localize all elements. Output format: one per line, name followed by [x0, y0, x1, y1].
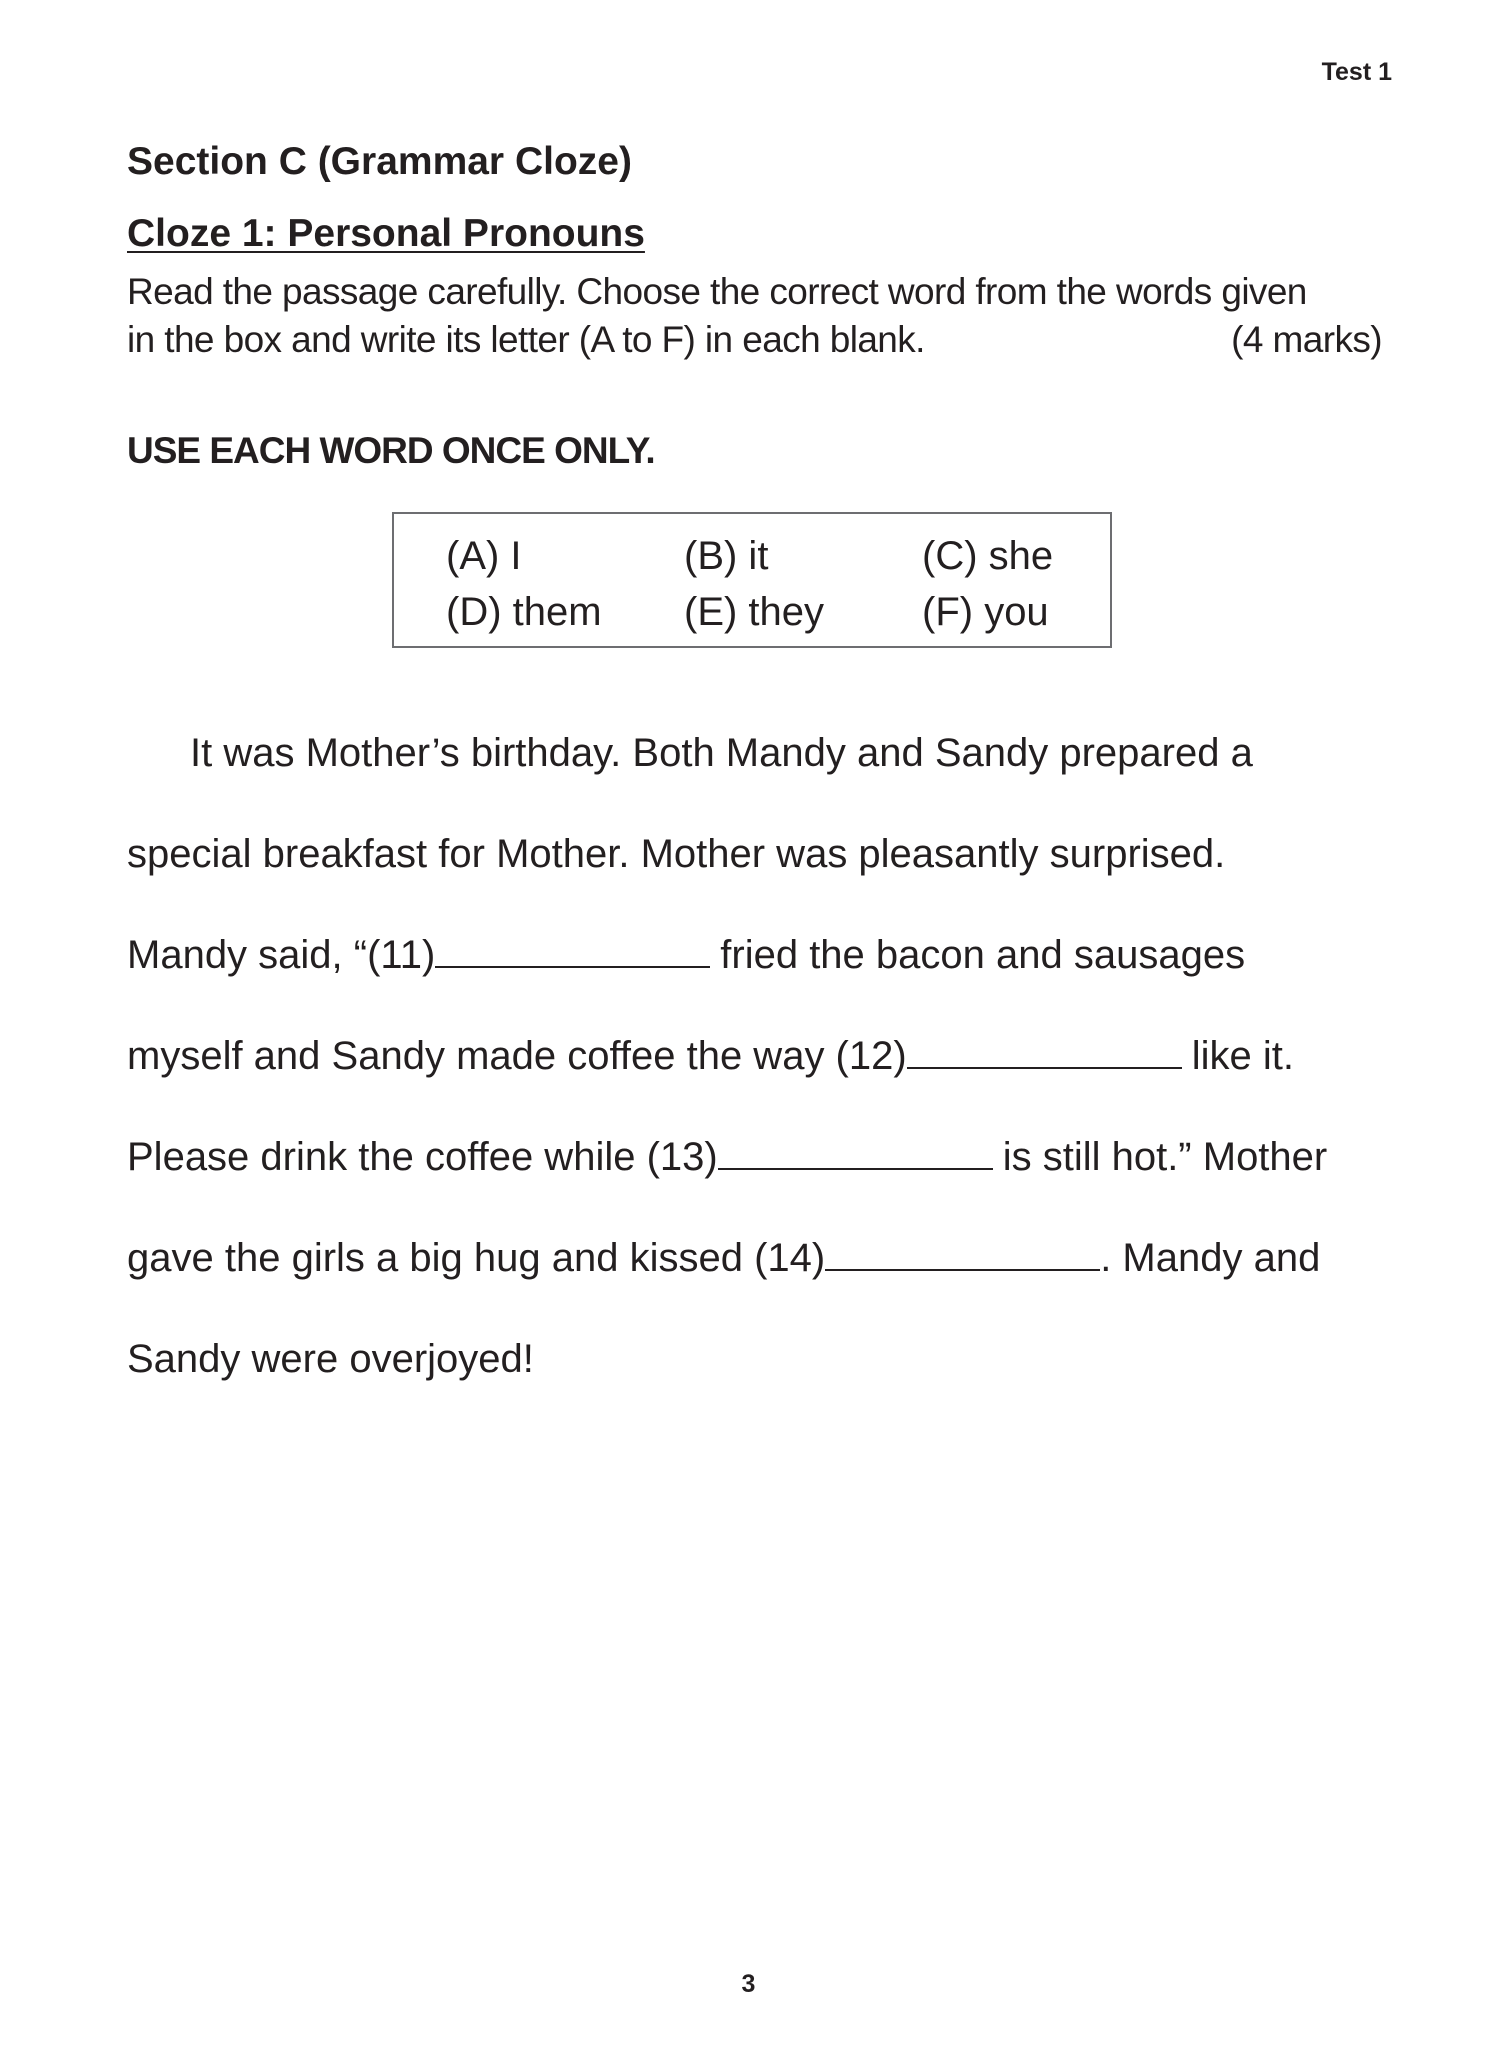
passage-text: like it. [1191, 1034, 1294, 1078]
passage-text: myself and Sandy made coffee the way (12) [127, 1034, 907, 1078]
instruction-line-1: Read the passage carefully. Choose the correct word from the words given [127, 271, 1307, 312]
instructions [127, 268, 1382, 364]
section-title: Section C (Grammar Cloze) [127, 140, 632, 183]
passage-text: gave the girls a big hug and kissed (14) [127, 1236, 826, 1280]
cloze-title: Cloze 1: Personal Pronouns [127, 212, 645, 255]
passage-line-4 [127, 1021, 1387, 1122]
test-label: Test 1 [1321, 58, 1392, 86]
word-box [392, 512, 1112, 648]
word-option: (C) she [922, 534, 1054, 578]
passage-line-7: Sandy were overjoyed! [127, 1337, 534, 1381]
passage-line-2: special breakfast for Mother. Mother was pleasantly surprised. [127, 832, 1226, 876]
passage-text: fried the bacon and sausages [720, 933, 1246, 977]
passage-text: is still hot.” Mother [1002, 1135, 1328, 1179]
instruction-line-2-row [127, 316, 1382, 364]
passage-line-6 [127, 1223, 1387, 1324]
passage-text: . Mandy and [1100, 1236, 1321, 1280]
usage-rule: USE EACH WORD ONCE ONLY. [127, 430, 655, 471]
answer-blank-13[interactable] [718, 1138, 993, 1170]
word-option: (F) you [922, 590, 1049, 634]
passage-line-3 [127, 920, 1387, 1021]
passage-line-5 [127, 1122, 1387, 1223]
passage-text: Please drink the coffee while (13) [127, 1135, 718, 1179]
passage [127, 718, 1387, 1425]
page-number: 3 [741, 1970, 756, 1998]
answer-blank-12[interactable] [907, 1037, 1182, 1069]
passage-text: Mandy said, “(11) [127, 933, 436, 977]
passage-line-1: It was Mother’s birthday. Both Mandy and Sandy prepared a [190, 731, 1253, 775]
marks-label: (4 marks) [1231, 319, 1382, 360]
answer-blank-11[interactable] [435, 936, 710, 968]
word-option: (E) they [684, 590, 825, 634]
word-options-grid [446, 528, 1102, 640]
word-option: (B) it [684, 534, 769, 578]
word-option: (D) them [446, 590, 602, 634]
word-option: (A) I [446, 534, 522, 578]
instruction-line-2: in the box and write its letter (A to F) in each blank. [127, 319, 925, 360]
answer-blank-14[interactable] [825, 1239, 1100, 1271]
